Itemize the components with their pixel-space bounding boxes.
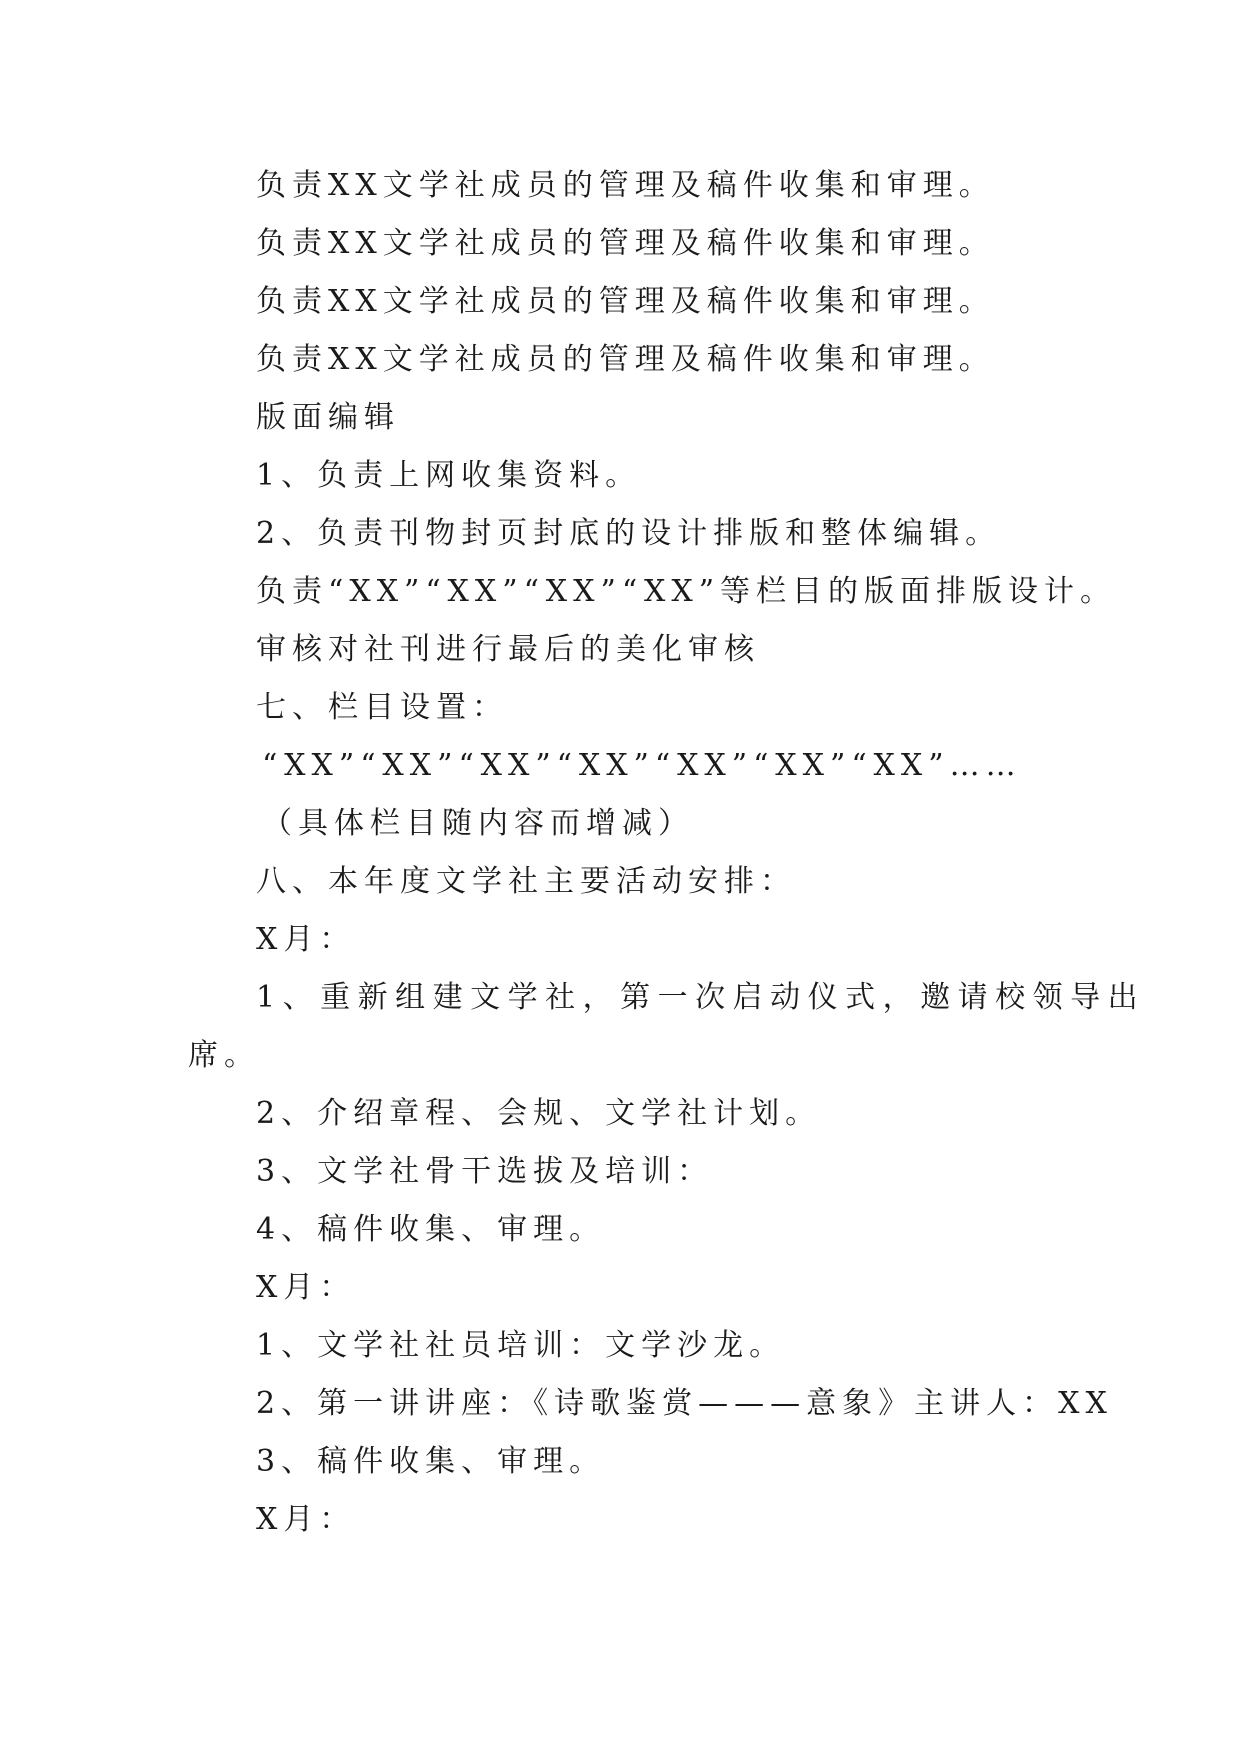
section-heading: 八、本年度文学社主要活动安排： [256, 864, 796, 899]
list-item: 4、稿件收集、审理。 [256, 1212, 606, 1247]
list-item: 2、介绍章程、会规、文学社计划。 [256, 1096, 822, 1131]
list-item: 3、稿件收集、审理。 [256, 1444, 606, 1479]
paragraph-line: “XX”“XX”“XX”“XX”“XX”“XX”“XX”…… [262, 748, 1022, 783]
month-heading: X月： [256, 922, 356, 957]
paragraph-line: （具体栏目随内容而增减） [262, 806, 694, 841]
paragraph-line: 负责XX文学社成员的管理及稿件收集和审理。 [256, 284, 995, 319]
list-item: 1、重新组建文学社，第一次启动仪式，邀请校领导出 [256, 980, 1146, 1015]
list-item: 1、负责上网收集资料。 [256, 458, 642, 493]
section-heading: 版面编辑 [256, 400, 400, 435]
list-item: 2、负责刊物封页封底的设计排版和整体编辑。 [256, 516, 1002, 551]
month-heading: X月： [256, 1270, 356, 1305]
paragraph-line: 负责XX文学社成员的管理及稿件收集和审理。 [256, 342, 995, 377]
paragraph-line: 负责XX文学社成员的管理及稿件收集和审理。 [256, 226, 995, 261]
paragraph-line: 审核对社刊进行最后的美化审核 [256, 632, 760, 667]
list-item: 1、文学社社员培训：文学沙龙。 [256, 1328, 786, 1363]
month-heading: X月： [256, 1502, 356, 1537]
list-item-continuation: 席。 [188, 1038, 260, 1073]
paragraph-line: 负责XX文学社成员的管理及稿件收集和审理。 [256, 168, 995, 203]
list-item: 3、文学社骨干选拔及培训： [256, 1154, 714, 1189]
section-heading: 七、栏目设置： [256, 690, 508, 725]
paragraph-line: 负责“XX”“XX”“XX”“XX”等栏目的版面排版设计。 [256, 574, 1117, 609]
list-item: 2、第一讲讲座：《诗歌鉴赏———意象》主讲人：XX [256, 1386, 1113, 1421]
